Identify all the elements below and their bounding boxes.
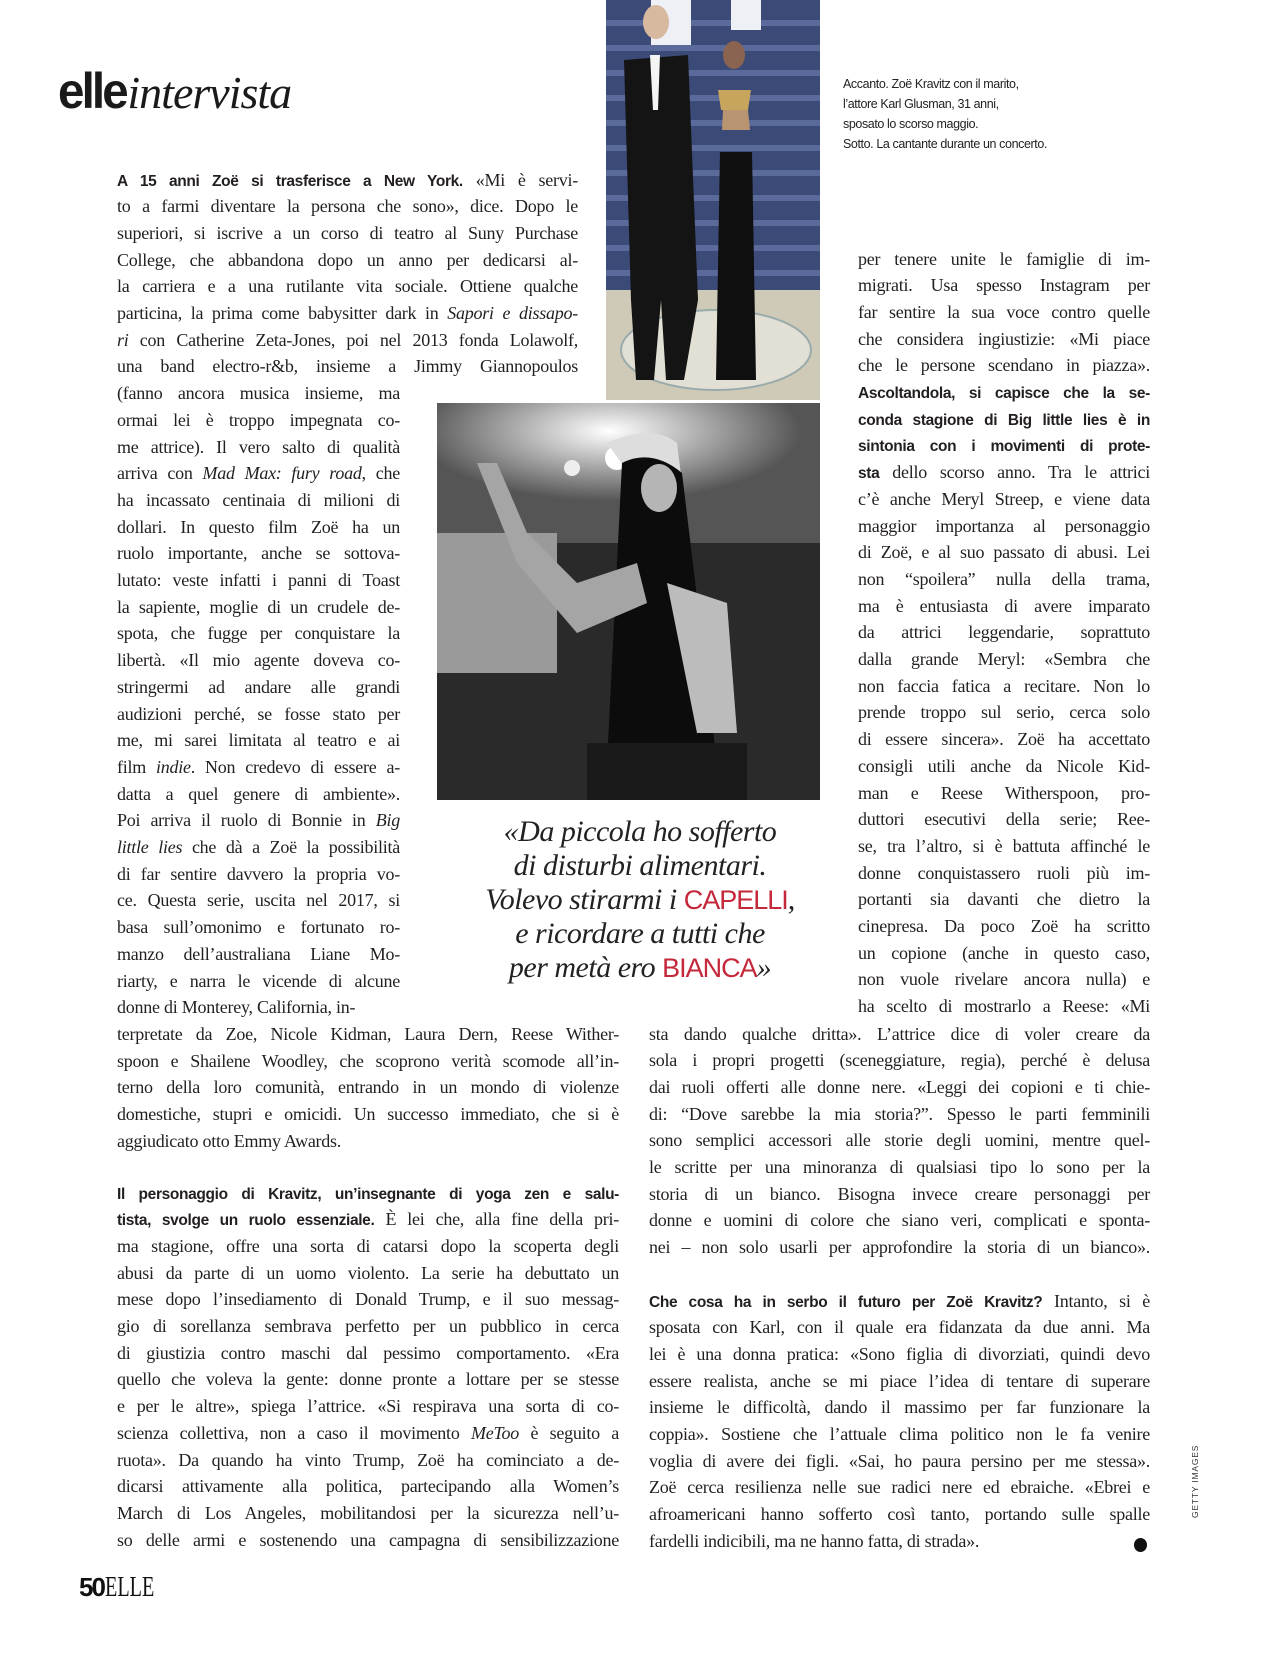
text-line <box>117 1313 619 1340</box>
text-run: Poi arriva il ruolo di Bonnie in <box>117 810 376 831</box>
text-run: prende troppo sul serio, cerca solo <box>858 702 1150 723</box>
text-run: College, che abbandona dopo un anno per dedicarsi al- <box>117 249 578 270</box>
text-run: dicarsi attivamente alla politica, partecipando alla Women’s <box>117 1476 619 1497</box>
text-run: voglia di avere dei figli. «Sai, ho paura persino per me stessa». <box>649 1450 1150 1471</box>
text-line <box>117 273 578 300</box>
text-run: duttori esecutivi della serie; Ree- <box>858 809 1150 830</box>
text-line <box>858 699 1150 726</box>
text-run: insieme le difficoltà, dando il massimo per far funzionare la <box>649 1397 1150 1418</box>
highlight-word: CAPELLI <box>683 885 788 915</box>
text-run: «Mi è servi- <box>462 169 578 190</box>
text-run: cinepresa. Da poco Zoë ha scritto <box>858 916 1150 936</box>
text-run: to a farmi diventare la persona che sono», dice. Dopo le <box>117 196 578 217</box>
text-line <box>858 299 1150 326</box>
highlight-word: BIANCA <box>662 953 757 983</box>
photo-couple <box>606 0 820 400</box>
caption-line: l’attore Karl Glusman, 31 anni, <box>843 97 999 111</box>
text-run: ruota». Da quando ha vinto Trump, Zoë ha cominciato a de- <box>117 1449 619 1470</box>
text-line <box>117 514 400 541</box>
text-line <box>117 434 400 461</box>
text-run: (fanno ancora musica insieme, ma <box>117 383 400 404</box>
text-run: ha scelto di mostrarlo a Reese: «Mi <box>858 996 1150 1017</box>
italic-title: little lies <box>117 837 183 857</box>
text-line <box>117 1447 619 1474</box>
text-line <box>117 220 578 247</box>
text-run: mese dopo l’insediamento di Donald Trump, e il suo messag- <box>117 1289 619 1310</box>
text-line <box>117 781 400 808</box>
text-line <box>117 887 400 914</box>
italic-title: MeToo <box>470 1422 520 1443</box>
text-line <box>117 594 400 621</box>
bold-lead-in: Il personaggio di Kravitz, un’insegnante di yoga zen e salu- <box>117 1185 619 1203</box>
text-run: aggiudicato otto Emmy Awards. <box>117 1130 342 1151</box>
text-line <box>117 834 400 861</box>
text-line <box>858 326 1150 353</box>
text-run: superiori, si iscrive a un corso di teatro al Suny Purchase <box>117 222 578 243</box>
text-run: libertà. «Il mio agente doveva co- <box>117 650 400 671</box>
text-line <box>858 753 1150 780</box>
text-line <box>858 406 1150 433</box>
text-line <box>117 167 578 194</box>
text-line <box>649 1394 1150 1421</box>
text-line <box>117 380 400 407</box>
text-line <box>117 1473 619 1500</box>
text-run: che considera ingiustizie: «Mi piace <box>858 328 1150 349</box>
magazine-name: ELLE <box>104 1572 155 1603</box>
text-line <box>117 1393 619 1420</box>
text-run: far sentire la sua voce contro quelle <box>858 301 1150 322</box>
text-line <box>649 1127 1150 1154</box>
photo-concert <box>437 403 820 800</box>
text-run: stringermi ad andare alle grandi <box>117 676 400 697</box>
text-run: , <box>787 883 795 916</box>
text-line <box>117 674 400 701</box>
text-run: quello che voleva la gente: donne pronte a lottare per se stesse <box>117 1369 619 1390</box>
text-run: ce. Questa serie, uscita nel 2017, si <box>117 890 400 911</box>
caption-line: Accanto. Zoë Kravitz con il marito, <box>843 77 1019 91</box>
bold-lead-in: Che cosa ha in serbo il futuro per Zoë Kravitz? <box>649 1293 1043 1311</box>
text-run: so delle armi e sostenendo una campagna di sensibilizzazione <box>117 1529 619 1550</box>
text-line <box>117 1286 619 1313</box>
text-line <box>117 1260 619 1287</box>
text-run: Intanto, si è <box>1042 1290 1150 1311</box>
text-line <box>117 247 578 274</box>
text-line <box>117 300 578 327</box>
text-line <box>858 993 1150 1020</box>
caption-line: sposato lo scorso maggio. <box>843 117 979 131</box>
text-run: » <box>756 951 772 984</box>
text-line <box>117 620 400 647</box>
section-name: intervista <box>127 67 292 118</box>
text-run: particina, la prima come babysitter dark in <box>117 303 448 323</box>
text-line <box>858 860 1150 887</box>
text-run: di giustizia contro maschi dal pessimo comportamento. «Era <box>117 1342 619 1363</box>
text-run: . Non credevo di essere a- <box>190 756 400 777</box>
text-run: lutato: veste infatti i panni di Toast <box>117 570 400 590</box>
italic-title: indie <box>156 756 191 777</box>
text-line <box>858 673 1150 700</box>
bold-lead-in: conda stagione di Big little lies è in <box>858 411 1150 429</box>
text-line <box>117 1366 619 1393</box>
text-run: audizioni perché, se fosse stato per <box>117 703 400 724</box>
text-run: March di Los Angeles, mobilitandosi per la sicurezza nell’u- <box>117 1502 619 1523</box>
text-line <box>117 941 400 968</box>
text-run: scienza collettiva, non a caso il movimento <box>117 1422 471 1443</box>
text-run: sola i propri progetti (sceneggiature, regia), perché è delusa <box>649 1050 1150 1071</box>
text-run: ha incassato centinaia di milioni di <box>117 489 400 510</box>
text-line <box>649 1154 1150 1181</box>
text-line <box>858 886 1150 913</box>
text-run: e ricordare a tutti che <box>515 917 765 950</box>
text-run: portanti sia davanti che dietro la <box>858 889 1150 910</box>
text-line <box>858 272 1150 299</box>
text-line <box>117 968 400 995</box>
text-run: storia di un bianco. Bisogna invece creare personaggi per <box>649 1183 1150 1204</box>
text-run: gio di sorellanza sembrava perfetto per un pubblico in cerca <box>117 1316 619 1336</box>
text-run: datta a quel genere di ambiente». <box>117 783 400 804</box>
caption-line: Sotto. La cantante durante un concerto. <box>843 137 1047 151</box>
text-run: donne e uomini di colore che siano veri, complicati e sponta- <box>649 1210 1150 1231</box>
bold-lead-in: sta <box>858 465 880 483</box>
page-folio <box>79 1572 173 1604</box>
text-line <box>117 754 400 781</box>
text-run: una band electro-r&b, insieme a Jimmy Giannopoulos <box>117 356 578 377</box>
text-run: dai ruoli offerti alle donne nere. «Leggi dei copioni e ti chie- <box>649 1076 1150 1097</box>
text-run: domestiche, stupri e omicidi. Un successo immediato, che si è <box>117 1104 619 1124</box>
text-run: di essere sincera». Zoë ha accettato <box>858 729 1150 750</box>
text-run: donne di Monterey, California, in- <box>117 997 356 1018</box>
text-run: di: “Dove sarebbe la mia storia?”. Spesso le parti femminili <box>649 1103 1150 1124</box>
text-run: arriva con <box>117 463 203 484</box>
text-line <box>117 914 400 941</box>
text-line <box>858 459 1150 486</box>
text-run: le scritte per una minoranza di qualsiasi tipo lo sono per la <box>649 1157 1150 1177</box>
text-line <box>117 701 400 728</box>
text-run: con Catherine Zeta-Jones, poi nel 2013 fonda Lolawolf, <box>128 329 578 350</box>
text-line <box>117 647 400 674</box>
text-line <box>649 1288 1150 1315</box>
text-line <box>117 487 400 514</box>
text-line <box>117 1233 619 1260</box>
text-line <box>858 619 1150 646</box>
text-run: spota, che fugge per conquistare la <box>117 623 400 644</box>
text-run: che le persone scendano in piazza». <box>858 355 1150 376</box>
quote-line <box>440 815 840 849</box>
text-run: sta dando qualche dritta». L’attrice dice di voler creare da <box>649 1023 1150 1044</box>
text-line <box>117 1500 619 1527</box>
text-run: sposata con Karl, con il quale era fidanzata da due anni. Ma <box>649 1317 1150 1338</box>
bold-lead-in: Ascoltandola, si capisce che la se- <box>858 385 1150 402</box>
text-run: , che <box>361 463 400 484</box>
bold-lead-in: A 15 anni Zoë si trasferisce a New York. <box>117 172 463 190</box>
text-line <box>117 861 400 888</box>
text-line <box>649 1474 1150 1501</box>
text-run: Volevo stirarmi i <box>485 883 684 916</box>
text-run: maggior importanza al personaggio <box>858 515 1150 536</box>
text-line <box>649 1528 1150 1555</box>
text-run: me attrice). Il vero salto di qualità <box>117 436 400 457</box>
pull-quote <box>440 815 840 985</box>
text-line <box>117 807 400 834</box>
text-run: ormai lei è troppo impegnata co- <box>117 409 400 430</box>
text-line <box>649 1207 1150 1234</box>
text-run: ma stagione, offre una sorta di catarsi dopo la scoperta degli <box>117 1235 619 1256</box>
text-run: c’è anche Meryl Streep, e viene data <box>858 488 1150 509</box>
text-line <box>858 513 1150 540</box>
text-run: ruolo importante, anche se sottova- <box>117 543 400 564</box>
text-run: non faccia fatica a recitare. Non lo <box>858 675 1150 696</box>
text-run: se, tra l’altro, si è battuta affinché le <box>858 835 1150 856</box>
text-line <box>858 593 1150 620</box>
brand-logo: elle <box>58 63 126 119</box>
text-run: dello scorso anno. Tra le attrici <box>879 462 1150 483</box>
text-line <box>858 726 1150 753</box>
text-line <box>649 1181 1150 1208</box>
text-line <box>117 193 578 220</box>
text-run: che dà a Zoë la possibilità <box>182 837 400 857</box>
quote-line <box>440 951 840 985</box>
text-line <box>117 407 400 434</box>
text-line <box>117 1101 619 1128</box>
text-line <box>117 1206 619 1233</box>
text-run: lei è una donna pratica: «Sono figlia di divorziati, quindi devo <box>649 1343 1150 1364</box>
text-line <box>858 432 1150 459</box>
text-line <box>858 966 1150 993</box>
text-line <box>117 1074 619 1101</box>
text-line <box>117 460 400 487</box>
text-line <box>117 540 400 567</box>
text-line <box>649 1314 1150 1341</box>
page-number: 50 <box>79 1572 104 1602</box>
text-line <box>858 780 1150 807</box>
text-run: un copione (anche in questo caso, <box>858 942 1150 963</box>
text-run: abusi da parte di un uomo violento. La serie ha debuttato un <box>117 1262 619 1283</box>
text-run: me, mi sarei limitata al teatro e ai <box>117 730 400 751</box>
text-line <box>117 994 400 1021</box>
text-line <box>649 1448 1150 1475</box>
text-line <box>858 246 1150 273</box>
quote-line <box>440 849 840 883</box>
text-run: donne conquistassero ruoli più im- <box>858 862 1150 883</box>
text-line <box>858 379 1150 406</box>
text-line <box>649 1341 1150 1368</box>
text-line <box>649 1234 1150 1261</box>
italic-title: Big <box>375 810 400 831</box>
text-run: per tenere unite le famiglie di im- <box>858 248 1150 269</box>
text-run: ma è entusiasta di avere imparato <box>858 595 1150 616</box>
text-line <box>117 567 400 594</box>
text-run: e per le altre», spiega l’attrice. «Si respirava una sorta di co- <box>117 1396 619 1417</box>
text-run: di disturbi alimentari. <box>513 849 767 882</box>
text-line <box>117 1048 619 1075</box>
text-run: non “spoilera” nulla della trama, <box>858 568 1150 589</box>
bold-lead-in: tista, svolge un ruolo essenziale. <box>117 1212 375 1230</box>
photo-caption <box>843 74 1047 154</box>
text-line <box>117 727 400 754</box>
text-line <box>649 1074 1150 1101</box>
text-run: spoon e Shailene Woodley, che scoprono verità scomode all’in- <box>117 1050 619 1071</box>
text-run: di far sentire davvero la propria vo- <box>117 863 400 884</box>
text-run: migrati. Usa spesso Instagram per <box>858 275 1150 296</box>
text-line <box>858 539 1150 566</box>
text-run: man e Reese Witherspoon, pro- <box>858 782 1150 803</box>
text-line <box>117 353 578 380</box>
italic-title: ri <box>117 329 129 350</box>
text-run: essere realista, anche se mi piace l’idea di tentare di superare <box>649 1370 1150 1391</box>
text-line <box>858 566 1150 593</box>
text-run: nei – non solo usarli per approfondire la storia di un bianco». <box>649 1237 1150 1258</box>
text-run: afroamericani hanno sofferto così tanto, portando sulle spalle <box>649 1504 1150 1525</box>
section-title <box>58 62 291 118</box>
text-line <box>649 1101 1150 1128</box>
text-line <box>858 913 1150 940</box>
text-run: basa sull’omonimo e fortunato ro- <box>117 917 400 938</box>
bold-lead-in: sintonia con i movimenti di prote- <box>858 438 1150 456</box>
text-run: dalla grande Meryl: «Sembra che <box>858 649 1150 669</box>
text-line <box>117 1180 619 1207</box>
photo-credit: GETTY IMAGES <box>1190 1444 1200 1518</box>
text-line <box>858 352 1150 379</box>
text-line <box>858 833 1150 860</box>
text-run: di Zoë, e al suo passato di abusi. Lei <box>858 542 1150 563</box>
text-run: coppia». Sostiene che l’attuale clima politico non le fa venire <box>649 1424 1150 1444</box>
text-run: terno della loro comunità, entrando in un mondo di violenze <box>117 1077 619 1098</box>
text-run: manzo dell’australiana Liane Mo- <box>117 943 400 964</box>
text-run: sono semplici accessori alle storie degli uomini, mentre quel- <box>649 1130 1150 1151</box>
end-mark <box>1134 1538 1147 1552</box>
text-run: «Da piccola ho sofferto <box>503 815 777 848</box>
text-run: riarty, e narra le vicende di alcune <box>117 970 400 991</box>
text-line <box>649 1021 1150 1048</box>
text-line <box>858 940 1150 967</box>
text-run: la sapiente, moglie di un crudele de- <box>117 596 400 617</box>
quote-line <box>440 917 840 951</box>
text-run: dollari. In questo film Zoë ha un <box>117 516 400 537</box>
text-line <box>117 1340 619 1367</box>
text-run: da attrici leggendarie, soprattuto <box>858 622 1150 643</box>
text-run: Zoë cerca resilienza nelle sue radici nere ed ebraiche. «Ebrei e <box>649 1477 1150 1498</box>
text-run: la carriera e a una rutilante vita sociale. Ottiene qualche <box>117 276 578 297</box>
text-run: film <box>117 756 157 777</box>
text-line <box>649 1501 1150 1528</box>
italic-title: Mad Max: fury road <box>202 463 362 484</box>
italic-title: Sapori e dissapo- <box>447 303 578 323</box>
text-line <box>858 486 1150 513</box>
text-run: per metà ero <box>508 951 663 984</box>
text-line <box>117 1527 619 1554</box>
text-line <box>117 1128 619 1155</box>
text-run: non vuole rivelare ancora nulla) e <box>858 969 1150 990</box>
text-line <box>858 806 1150 833</box>
text-line <box>117 1021 619 1048</box>
text-line <box>649 1421 1150 1448</box>
text-run: fardelli indicibili, ma ne hanno fatta, di strada». <box>649 1530 980 1551</box>
text-line <box>117 1420 619 1447</box>
text-line <box>858 646 1150 673</box>
text-run: consigli utili anche da Nicole Kid- <box>858 755 1150 776</box>
text-line <box>649 1368 1150 1395</box>
quote-line <box>440 883 840 917</box>
text-line <box>649 1047 1150 1074</box>
text-run: È lei che, alla fine della pri- <box>374 1209 619 1230</box>
text-run: è seguito a <box>519 1422 619 1443</box>
text-line <box>117 327 578 354</box>
text-run: terpretate da Zoe, Nicole Kidman, Laura Dern, Reese Wither- <box>117 1023 619 1044</box>
